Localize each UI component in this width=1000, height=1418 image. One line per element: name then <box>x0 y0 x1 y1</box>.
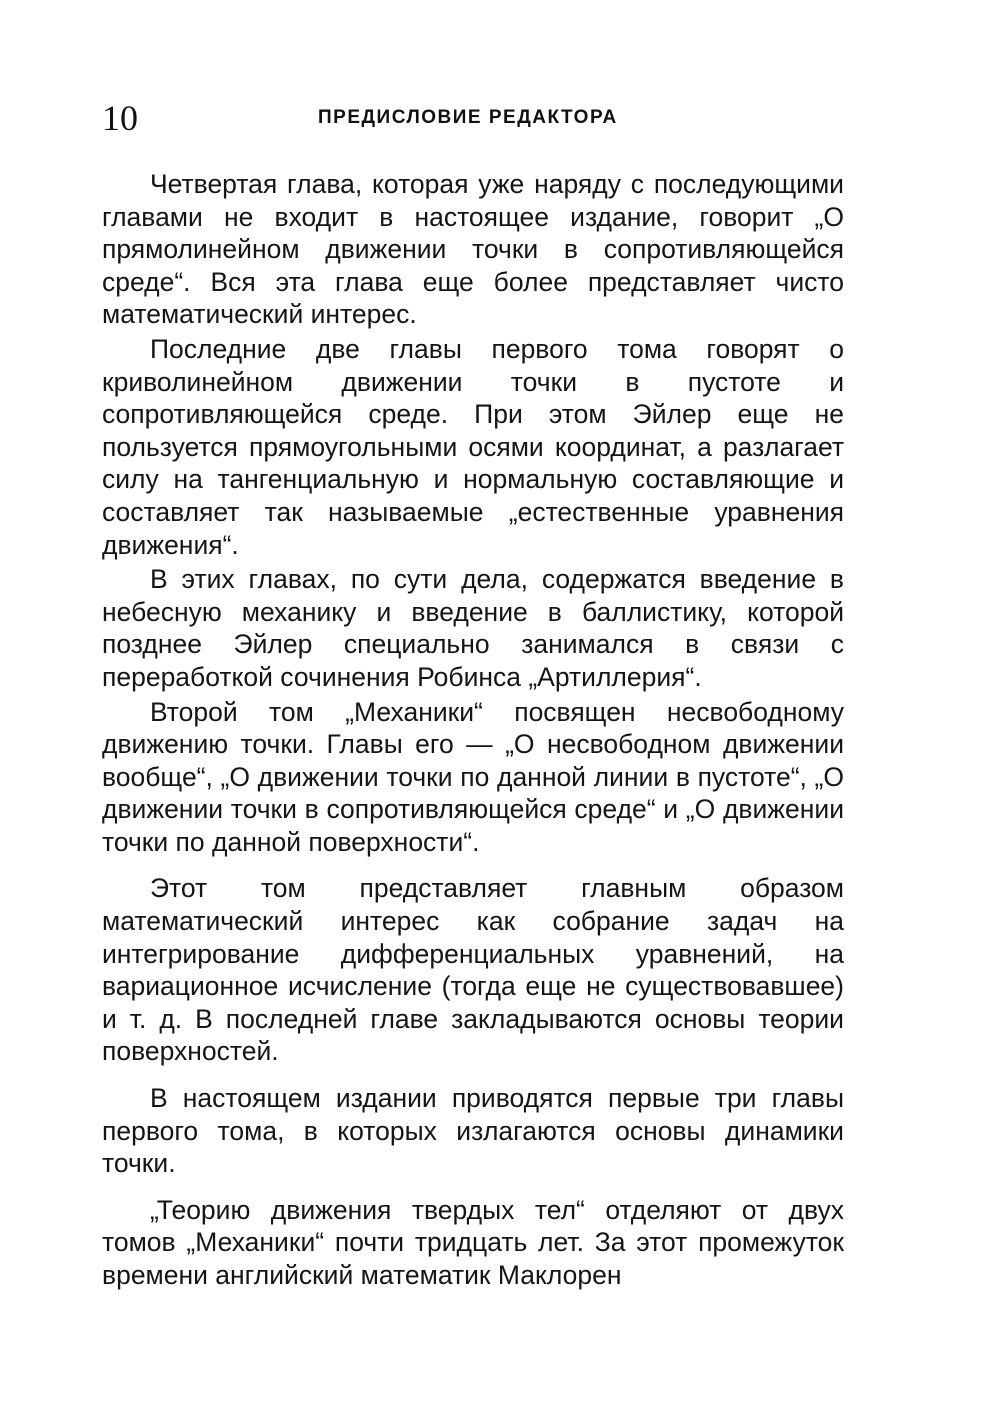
paragraph-celestial-mechanics: В этих главах, по сути дела, содержатся введение в небесную механику и введение в баллистику, которой позднее Эйлер специально занимался в связи с переработкой сочинения Робинса „Артиллерия“. <box>102 564 844 692</box>
page-header <box>100 96 860 140</box>
page-number: 10 <box>102 98 138 138</box>
paragraph-rigid-bodies: „Теорию движения твердых тел“ отделяют от двух томов „Механики“ почти тридцать лет. За этот промежуток времени английский математик Маклорен <box>102 1194 844 1290</box>
body-text <box>102 168 844 1292</box>
paragraph-last-chapters: Последние две главы первого тома говорят о криволинейном движении точки в пустоте и сопротивляющейся среде. При этом Эйлер еще не пользуется прямоугольными осями координат, а разлагает силу на тангенциальную и нормальную составляющие и составляет так называемые „естественные уравнения движения“. <box>102 333 844 560</box>
paragraph-second-volume: Второй том „Механики“ посвящен несвободному движению точки. Главы его — „О несвободном движении вообще“, „О движении точки по данной линии в пустоте“, „О движении точки в сопротивляющейся среде“ и „О движении точки по данной поверхности“. <box>102 696 844 857</box>
paragraph-math-interest: Этот том представляет главным образом математический интерес как собрание задач на интегрирование дифференциальных уравнений, на вариационное исчисление (тогда еще не существовавшее) и т. д. В последней главе закладываются основы теории поверхностей. <box>102 873 844 1067</box>
running-title: ПРЕДИСЛОВИЕ РЕДАКТОРА <box>318 107 618 128</box>
paragraph-chapter-four: Четвертая глава, которая уже наряду с последующими главами не входит в настоящее издание, говорит „О прямолинейном движении точки в сопротивляющейся среде“. Вся эта глава еще более представляет чисто математический интерес. <box>102 169 844 330</box>
paragraph-this-edition: В настоящем издании приводятся первые три главы первого тома, в которых излагаются основы динамики точки. <box>102 1083 844 1179</box>
